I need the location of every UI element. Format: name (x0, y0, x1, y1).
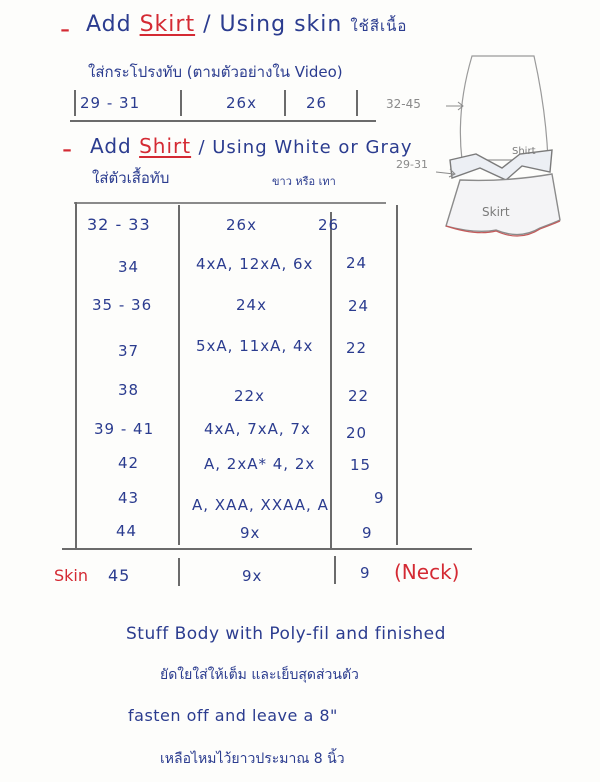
section1-note: ใส่กระโปรงทับ (ตามตัวอย่างใน Video) (88, 63, 343, 81)
table-left-rule (75, 202, 77, 548)
section1-heading-prefix: Add (86, 12, 132, 37)
skin-row-rule-1 (178, 558, 180, 586)
footer-line-2: ยัดใยใส่ให้เต็ม และเย็บสุดส่วนตัว (160, 667, 359, 683)
table-rounds: 38 (118, 381, 140, 399)
sketch-shirt-label: Shirt (512, 146, 536, 157)
section1-heading-rest: / Using skin (203, 12, 343, 37)
table-instruction: 22x (234, 387, 265, 405)
table-count: 24 (348, 297, 370, 315)
table-instruction: A, XAA, XXAA, A (192, 496, 329, 514)
table-instruction: 4xA, 7xA, 7x (204, 420, 311, 438)
table-rounds: 32 - 33 (87, 215, 151, 234)
skin-row-count: 9 (360, 564, 371, 582)
section1-instruction: 26x (226, 94, 257, 112)
section2-heading-rest: / Using White or Gray (198, 137, 413, 158)
table-instruction: 24x (236, 296, 267, 314)
table-count: 15 (350, 456, 372, 474)
table-rounds: 44 (116, 522, 138, 540)
section1-rounds: 29 - 31 (80, 94, 141, 112)
table-rounds: 35 - 36 (92, 296, 153, 314)
sketch-label-top: 32-45 (386, 97, 421, 111)
skin-row-note: (Neck) (394, 560, 460, 584)
table-count: 22 (346, 339, 368, 357)
table-count: 20 (346, 424, 368, 442)
footer-line-1: Stuff Body with Poly-fil and finished (126, 624, 446, 644)
section1-count: 26 (306, 94, 328, 112)
table-right-rule (396, 205, 398, 545)
table-rounds: 34 (118, 258, 140, 276)
table-col-rule-2 (330, 212, 332, 548)
section1-heading-thai: ใช้สีเนื้อ (350, 17, 408, 35)
table-rounds: 42 (118, 454, 140, 472)
table-bottom-rule (62, 548, 472, 550)
table-count: 26 (318, 216, 340, 234)
table-col-rule-1 (178, 205, 180, 545)
skin-row-rounds: 45 (108, 566, 131, 585)
table-instruction: 4xA, 12xA, 6x (196, 255, 314, 273)
table-instruction: 5xA, 11xA, 4x (196, 337, 314, 355)
sketch-shirt (450, 150, 552, 180)
table-count: 9 (362, 524, 373, 542)
table-rounds: 37 (118, 342, 140, 360)
section1-heading (86, 12, 407, 38)
table-rounds: 39 - 41 (94, 420, 155, 438)
section1-heading-word: Skirt (139, 12, 196, 37)
section2-note-colors: ขาว หรือ เทา (272, 175, 336, 188)
bullet-dash-2: - (62, 132, 73, 165)
section2-note: ใส่ตัวเสื้อทับ (92, 169, 170, 187)
skin-row-color: Skin (54, 566, 89, 585)
section1-row-rule-3 (356, 90, 358, 116)
table-instruction: A, 2xA* 4, 2x (204, 455, 316, 473)
sketch-label-mid: 29-31 (396, 158, 428, 171)
section1-row-rule-1 (180, 90, 182, 116)
section2-heading-prefix: Add (90, 134, 132, 158)
section1-row-bottom-rule (70, 120, 376, 122)
bullet-dash-1: - (60, 12, 71, 45)
table-count: 24 (346, 254, 368, 272)
table-instruction: 9x (240, 524, 261, 542)
skin-row-instruction: 9x (242, 567, 263, 585)
table-count: 9 (374, 489, 385, 507)
table-count: 22 (348, 387, 370, 405)
table-instruction: 26x (226, 216, 257, 234)
table-rounds: 43 (118, 489, 140, 507)
skin-row-rule-2 (334, 556, 336, 584)
section1-row-rule-2 (284, 90, 286, 116)
section1-row-left-rule (74, 90, 76, 116)
section2-heading (90, 134, 413, 158)
footer-line-3: fasten off and leave a 8" (128, 706, 338, 725)
section2-heading-word: Shirt (139, 134, 192, 158)
sketch-skirt-label: Skirt (482, 205, 510, 219)
table-top-rule (74, 202, 386, 204)
footer-line-4: เหลือไหมไว้ยาวประมาณ 8 นิ้ว (160, 751, 345, 767)
sketch-body-outline (460, 56, 548, 160)
